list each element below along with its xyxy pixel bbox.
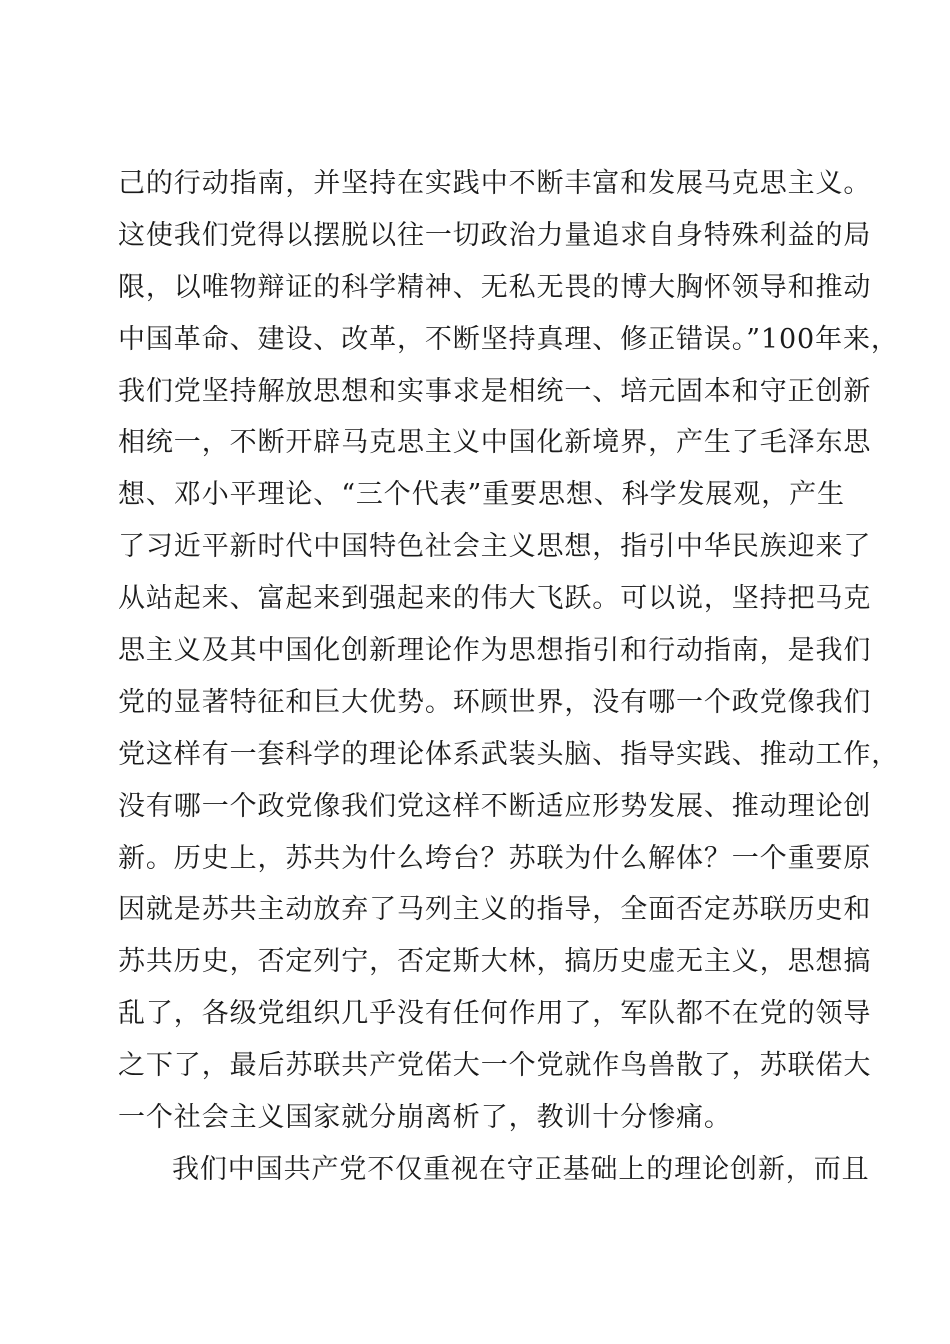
text-line: 没有哪一个政党像我们党这样不断适应形势发展、推动理论创: [118, 790, 872, 822]
text-line: 党的显著特征和巨大优势。环顾世界，没有哪一个政党像我们: [118, 686, 872, 718]
text-line: 思主义及其中国化创新理论作为思想指引和行动指南，是我们: [118, 635, 872, 667]
text-line: 了习近平新时代中国特色社会主义思想，指引中华民族迎来了: [118, 531, 872, 563]
text-line: 一个社会主义国家就分崩离析了，教训十分惨痛。: [118, 1102, 732, 1134]
text-line: 因就是苏共主动放弃了马列主义的指导，全面否定苏联历史和: [118, 894, 872, 926]
text-line: 限，以唯物辩证的科学精神、无私无畏的博大胸怀领导和推动: [118, 271, 872, 303]
text-line: 想、邓小平理论、“三个代表”重要思想、科学发展观，产生: [118, 479, 845, 511]
body-text: [118, 158, 900, 1196]
text-line: 从站起来、富起来到强起来的伟大飞跃。可以说，坚持把马克: [118, 583, 872, 615]
text-line: 乱了，各级党组织几乎没有任何作用了，军队都不在党的领导: [118, 998, 872, 1030]
text-line: 之下了，最后苏联共产党偌大一个党就作鸟兽散了，苏联偌大: [118, 1050, 872, 1082]
text-line: 党这样有一套科学的理论体系武装头脑、指导实践、推动工作，: [118, 738, 900, 770]
text-line: 苏共历史，否定列宁，否定斯大林，搞历史虚无主义，思想搞: [118, 946, 872, 978]
text-line: 己的行动指南，并坚持在实践中不断丰富和发展马克思主义。: [118, 168, 872, 199]
text-line: 新。历史上，苏共为什么垮台？苏联为什么解体？一个重要原: [118, 842, 872, 874]
text-line: 这使我们党得以摆脱以往一切政治力量追求自身特殊利益的局: [118, 219, 872, 251]
text-line: 相统一，不断开辟马克思主义中国化新境界，产生了毛泽东思: [118, 427, 872, 459]
text-line: 我们党坚持解放思想和实事求是相统一、培元固本和守正创新: [118, 375, 872, 407]
paragraph-start-line: 我们中国共产党不仅重视在守正基础上的理论创新，而且: [172, 1153, 870, 1185]
text-line: 中国革命、建设、改革，不断坚持真理、修正错误。”100年来，: [118, 323, 899, 355]
